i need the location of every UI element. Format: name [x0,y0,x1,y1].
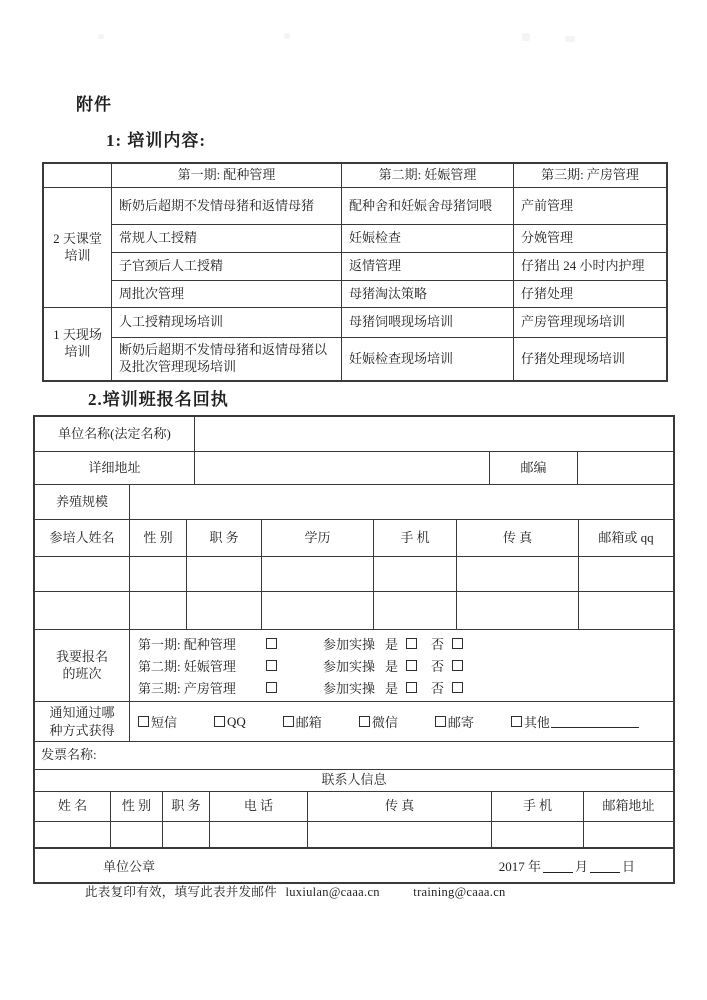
contact-header-gender: 性 别 [111,792,163,821]
participant-cell[interactable] [187,557,262,591]
table-cell: 产前管理 [514,188,666,225]
checkbox-icon[interactable] [452,682,463,693]
scan-artifact [284,33,290,39]
table-cell: 分娩管理 [514,225,666,253]
notify-option-label: 其他 [523,715,550,730]
participant-cell[interactable] [374,592,457,629]
checkbox-icon[interactable] [452,638,463,649]
participant-cell[interactable] [579,592,673,629]
checkbox-icon[interactable] [214,716,225,727]
checkbox-icon[interactable] [435,716,446,727]
enroll-options [130,630,673,701]
contact-header-phone: 电 话 [210,792,308,821]
contact-cell[interactable] [584,822,673,847]
checkbox-icon[interactable] [406,638,417,649]
no-label: 否 [431,659,445,674]
notify-options [130,702,673,741]
attachment-label: 附件 [76,95,112,114]
address-label: 详细地址 [35,452,195,484]
section1-title: 1: 培训内容: [106,131,207,150]
enroll-label: 我要报名的班次 [35,630,130,701]
scan-artifact [98,34,104,39]
checkbox-icon[interactable] [359,716,370,727]
participant-cell[interactable] [262,557,374,591]
enroll-option-label: 第一期: 配种管理 [138,637,236,652]
participant-cell[interactable] [187,592,262,629]
contact-cell[interactable] [492,822,584,847]
participant-header-name: 参培人姓名 [35,520,130,556]
period1-header: 第一期: 配种管理 [112,164,342,188]
notify-option-label: 邮寄 [447,715,474,730]
footer-email-2: training@caaa.cn [413,885,506,899]
date-day-label: 日 [621,859,635,874]
other-blank-field[interactable] [551,716,639,728]
checkbox-icon[interactable] [283,716,294,727]
contact-header-fax: 传 真 [308,792,492,821]
notify-option-label: QQ [227,713,246,729]
participant-header-mobile: 手 机 [374,520,457,556]
enroll-option-label: 第三期: 产房管理 [138,681,236,696]
seal-row [35,849,673,882]
scan-artifact [565,36,575,42]
postcode-field[interactable] [578,452,673,484]
unit-name-field[interactable] [195,417,673,451]
practice-label: 参加实操 [323,637,376,652]
participant-cell[interactable] [130,557,187,591]
table-cell: 子官颈后人工授精 [112,253,342,281]
table-cell: 妊娠检查现场培训 [342,338,514,380]
date-line [499,856,635,875]
participant-header-gender: 性 别 [130,520,187,556]
participant-header-fax: 传 真 [457,520,579,556]
checkbox-icon[interactable] [511,716,522,727]
group-label-onsite: 1 天现场培训 [44,308,112,380]
notify-option-label: 短信 [151,715,178,730]
footer-text: 此表复印有效，填写此表并发邮件 [85,885,278,899]
participant-cell[interactable] [35,557,130,591]
table-cell: 人工授精现场培训 [112,308,342,338]
participant-header-title: 职 务 [187,520,262,556]
table-cell: 妊娠检查 [342,225,514,253]
period2-header: 第二期: 妊娠管理 [342,164,514,188]
yes-label: 是 [385,681,399,696]
unit-name-label: 单位名称(法定名称) [35,417,195,451]
contact-cell[interactable] [210,822,308,847]
notify-option-label: 微信 [371,715,398,730]
table-cell: 母猪饲喂现场培训 [342,308,514,338]
checkbox-icon[interactable] [138,716,149,727]
participant-cell[interactable] [35,592,130,629]
checkbox-icon[interactable] [406,682,417,693]
contact-header-name: 姓 名 [35,792,111,821]
date-month-label: 月 [574,859,588,874]
table-cell: 仔猪处理现场培训 [521,350,626,366]
contact-section-title: 联系人信息 [321,772,387,788]
scale-label: 养殖规模 [35,485,130,519]
footer-email-1: luxiulan@caaa.cn [285,885,380,899]
table-cell: 断奶后超期不发情母猪和返情母猪 [112,188,342,225]
yes-label: 是 [385,659,399,674]
checkbox-icon[interactable] [452,660,463,671]
table-cell: 产房管理现场培训 [514,308,666,338]
practice-label: 参加实操 [323,681,376,696]
scan-artifact [522,33,530,41]
invoice-label: 发票名称: [41,747,97,763]
notify-option-label: 邮箱 [295,715,322,730]
table-cell: 常规人工授精 [112,225,342,253]
table-cell: 仔猪处理 [514,281,666,308]
corner-cell [44,164,112,188]
table-cell: 配种舍和妊娠舍母猪饲喂 [342,188,514,225]
no-label: 否 [431,681,445,696]
contact-cell[interactable] [308,822,492,847]
footer-note [85,882,506,900]
yes-label: 是 [385,637,399,652]
scale-field[interactable] [130,485,673,519]
participant-cell[interactable] [262,592,374,629]
participant-header-education: 学历 [262,520,374,556]
registration-form-table [33,415,675,884]
participant-cell[interactable] [457,557,579,591]
date-year-label: 2017 年 [498,859,541,874]
contact-cell[interactable] [35,822,111,847]
checkbox-icon[interactable] [266,682,277,693]
table-cell: 周批次管理 [112,281,342,308]
period3-header: 第三期: 产房管理 [514,164,666,188]
checkbox-icon[interactable] [266,660,277,671]
notify-label: 通知通过哪种方式获得 [35,702,130,741]
checkbox-icon[interactable] [266,638,277,649]
participant-cell[interactable] [374,557,457,591]
participant-cell[interactable] [457,592,579,629]
contact-header-mobile: 手 机 [492,792,584,821]
participant-header-email: 邮箱或 qq [598,529,654,545]
contact-cell[interactable] [111,822,163,847]
table-cell: 返情管理 [342,253,514,281]
date-month-field[interactable] [543,860,573,873]
table-cell: 断奶后超期不发情母猪和返情母猪以及批次管理现场培训 [112,338,342,380]
seal-label: 单位公章 [103,859,156,874]
date-day-field[interactable] [590,860,620,873]
enroll-option-label: 第二期: 妊娠管理 [138,659,236,674]
participant-cell[interactable] [130,592,187,629]
table-cell: 母猪淘汰策略 [342,281,514,308]
contact-header-email: 邮箱地址 [602,798,655,814]
practice-label: 参加实操 [323,659,376,674]
training-content-table [42,162,668,382]
participant-cell[interactable] [579,557,673,591]
table-cell: 仔猪出 24 小时内护理 [514,253,666,281]
contact-cell[interactable] [163,822,210,847]
postcode-label: 邮编 [490,452,578,484]
address-field[interactable] [195,452,490,484]
section2-title: 2.培训班报名回执 [88,390,229,409]
group-label-classroom: 2 天课堂培训 [44,188,112,308]
checkbox-icon[interactable] [406,660,417,671]
contact-header-title: 职 务 [163,792,210,821]
no-label: 否 [431,637,445,652]
